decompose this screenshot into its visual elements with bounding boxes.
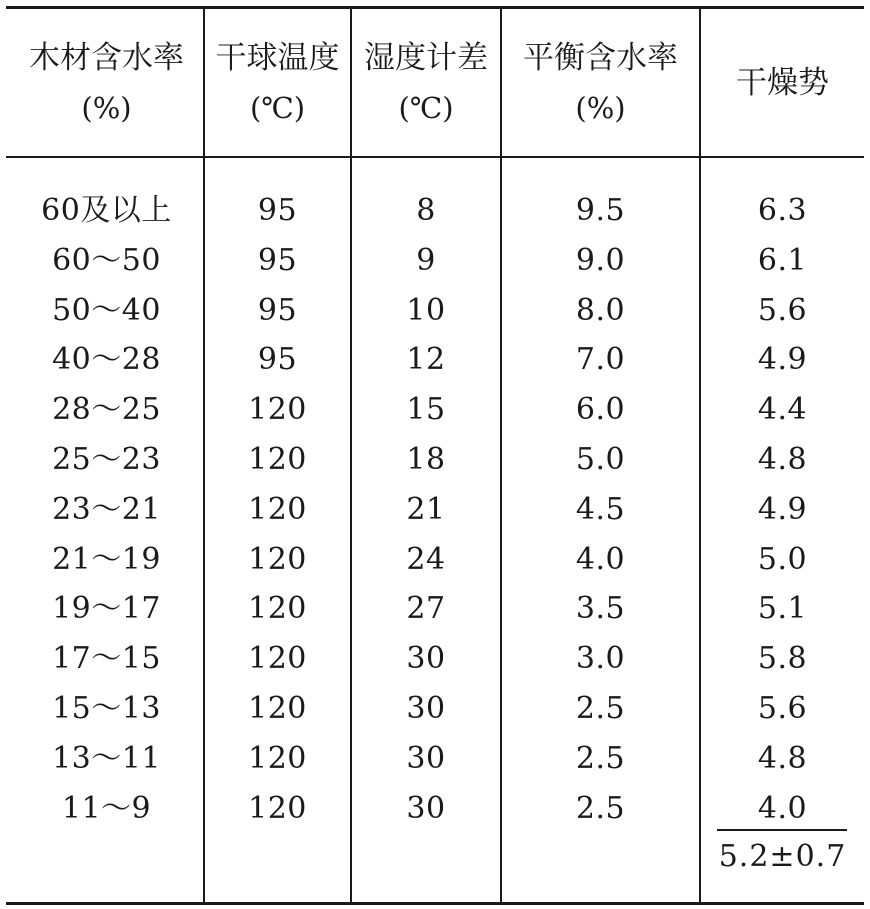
equilibrium-cell: 2.5 — [575, 740, 626, 776]
table-body — [0, 186, 870, 833]
header-rule — [6, 156, 864, 158]
table-row — [0, 236, 870, 286]
moisture-cell: 40～28 — [52, 342, 161, 378]
dry-bulb-cell: 120 — [248, 541, 307, 577]
difference-cell: 18 — [406, 441, 446, 477]
dry-bulb-cell: 95 — [257, 193, 298, 228]
table-row — [0, 584, 870, 634]
table-row — [0, 535, 870, 585]
moisture-cell: 25～23 — [52, 441, 161, 477]
header-unit: (℃) — [249, 90, 306, 125]
difference-cell: 10 — [406, 292, 446, 328]
header-psychrometric-difference — [352, 9, 500, 156]
equilibrium-cell: 2.5 — [575, 690, 626, 726]
table-row — [0, 734, 870, 784]
dry-bulb-cell: 120 — [248, 591, 307, 627]
header-line1: 干燥势 — [736, 64, 829, 101]
equilibrium-cell: 9.5 — [575, 193, 626, 228]
moisture-cell: 60及以上 — [41, 193, 172, 228]
difference-cell: 9 — [416, 242, 436, 278]
drying-potential-cell: 4.8 — [757, 441, 808, 477]
difference-cell: 8 — [416, 193, 436, 228]
dry-bulb-cell: 120 — [248, 491, 307, 527]
table-row — [0, 634, 870, 684]
moisture-cell: 13～11 — [52, 740, 161, 776]
table-row — [0, 385, 870, 435]
header-drying-potential — [701, 9, 864, 156]
table-row — [0, 485, 870, 535]
difference-cell: 30 — [406, 690, 446, 726]
header-unit: (℃) — [398, 90, 454, 125]
drying-potential-average: 5.2±0.7 — [718, 839, 847, 874]
dry-bulb-cell: 95 — [257, 292, 298, 328]
dry-bulb-cell: 120 — [248, 740, 307, 776]
header-line1: 平衡含水率 — [523, 39, 678, 76]
header-line1: 干球温度 — [215, 39, 340, 76]
equilibrium-cell: 7.0 — [575, 342, 626, 378]
moisture-cell: 28～25 — [52, 392, 161, 428]
moisture-cell: 50～40 — [52, 292, 161, 328]
table-row — [0, 186, 870, 236]
table-row — [0, 286, 870, 336]
drying-potential-cell: 4.4 — [757, 392, 808, 428]
header-line1: 木材含水率 — [29, 39, 184, 76]
drying-potential-cell: 4.0 — [757, 790, 808, 826]
drying-potential-cell: 4.9 — [757, 491, 808, 527]
drying-potential-cell: 4.9 — [757, 342, 808, 378]
equilibrium-cell: 9.0 — [575, 242, 626, 278]
table-row — [0, 684, 870, 734]
dry-bulb-cell: 120 — [248, 790, 307, 826]
moisture-cell: 21～19 — [52, 541, 161, 577]
difference-cell: 21 — [406, 491, 446, 527]
difference-cell: 30 — [406, 740, 446, 776]
moisture-cell: 17～15 — [52, 641, 161, 677]
equilibrium-cell: 3.0 — [575, 641, 626, 677]
dry-bulb-cell: 120 — [248, 641, 307, 677]
dry-bulb-cell: 120 — [248, 392, 307, 428]
difference-cell: 30 — [406, 641, 446, 677]
table-row — [0, 784, 870, 834]
moisture-cell: 60～50 — [52, 242, 161, 278]
drying-potential-cell: 5.6 — [757, 292, 808, 328]
moisture-cell: 19～17 — [52, 591, 161, 627]
drying-potential-cell: 5.8 — [757, 641, 808, 677]
equilibrium-cell: 6.0 — [575, 392, 626, 428]
dry-bulb-cell: 120 — [248, 441, 307, 477]
equilibrium-cell: 4.5 — [575, 491, 626, 527]
equilibrium-cell: 4.0 — [575, 541, 626, 577]
drying-potential-cell: 5.6 — [757, 690, 808, 726]
header-dry-bulb-temperature — [205, 9, 350, 156]
difference-cell: 30 — [406, 790, 446, 826]
dry-bulb-cell: 95 — [257, 242, 298, 278]
table-row — [0, 335, 870, 385]
drying-potential-cell: 5.1 — [757, 591, 808, 627]
equilibrium-cell: 2.5 — [575, 790, 626, 826]
drying-potential-cell: 5.0 — [757, 541, 808, 577]
difference-cell: 12 — [406, 342, 446, 378]
difference-cell: 27 — [406, 591, 446, 627]
dry-bulb-cell: 95 — [257, 342, 298, 378]
drying-potential-cell: 4.8 — [757, 740, 808, 776]
table-row — [0, 435, 870, 485]
moisture-cell: 11～9 — [61, 790, 152, 826]
drying-potential-cell: 6.1 — [757, 242, 808, 278]
equilibrium-cell: 5.0 — [575, 441, 626, 477]
header-moisture-content — [10, 9, 203, 156]
header-equilibrium-moisture — [502, 9, 699, 156]
dry-bulb-cell: 120 — [248, 690, 307, 726]
difference-cell: 15 — [406, 392, 446, 428]
moisture-cell: 23～21 — [52, 491, 161, 527]
equilibrium-cell: 3.5 — [575, 591, 626, 627]
equilibrium-cell: 8.0 — [575, 292, 626, 328]
header-line1: 湿度计差 — [364, 39, 488, 76]
difference-cell: 24 — [406, 541, 446, 577]
header-unit: (%) — [575, 90, 626, 125]
moisture-cell: 15～13 — [52, 690, 161, 726]
table-bottom-rule — [6, 902, 864, 905]
header-unit: (%) — [81, 90, 132, 125]
drying-potential-cell: 6.3 — [757, 193, 808, 228]
average-rule — [717, 829, 847, 831]
